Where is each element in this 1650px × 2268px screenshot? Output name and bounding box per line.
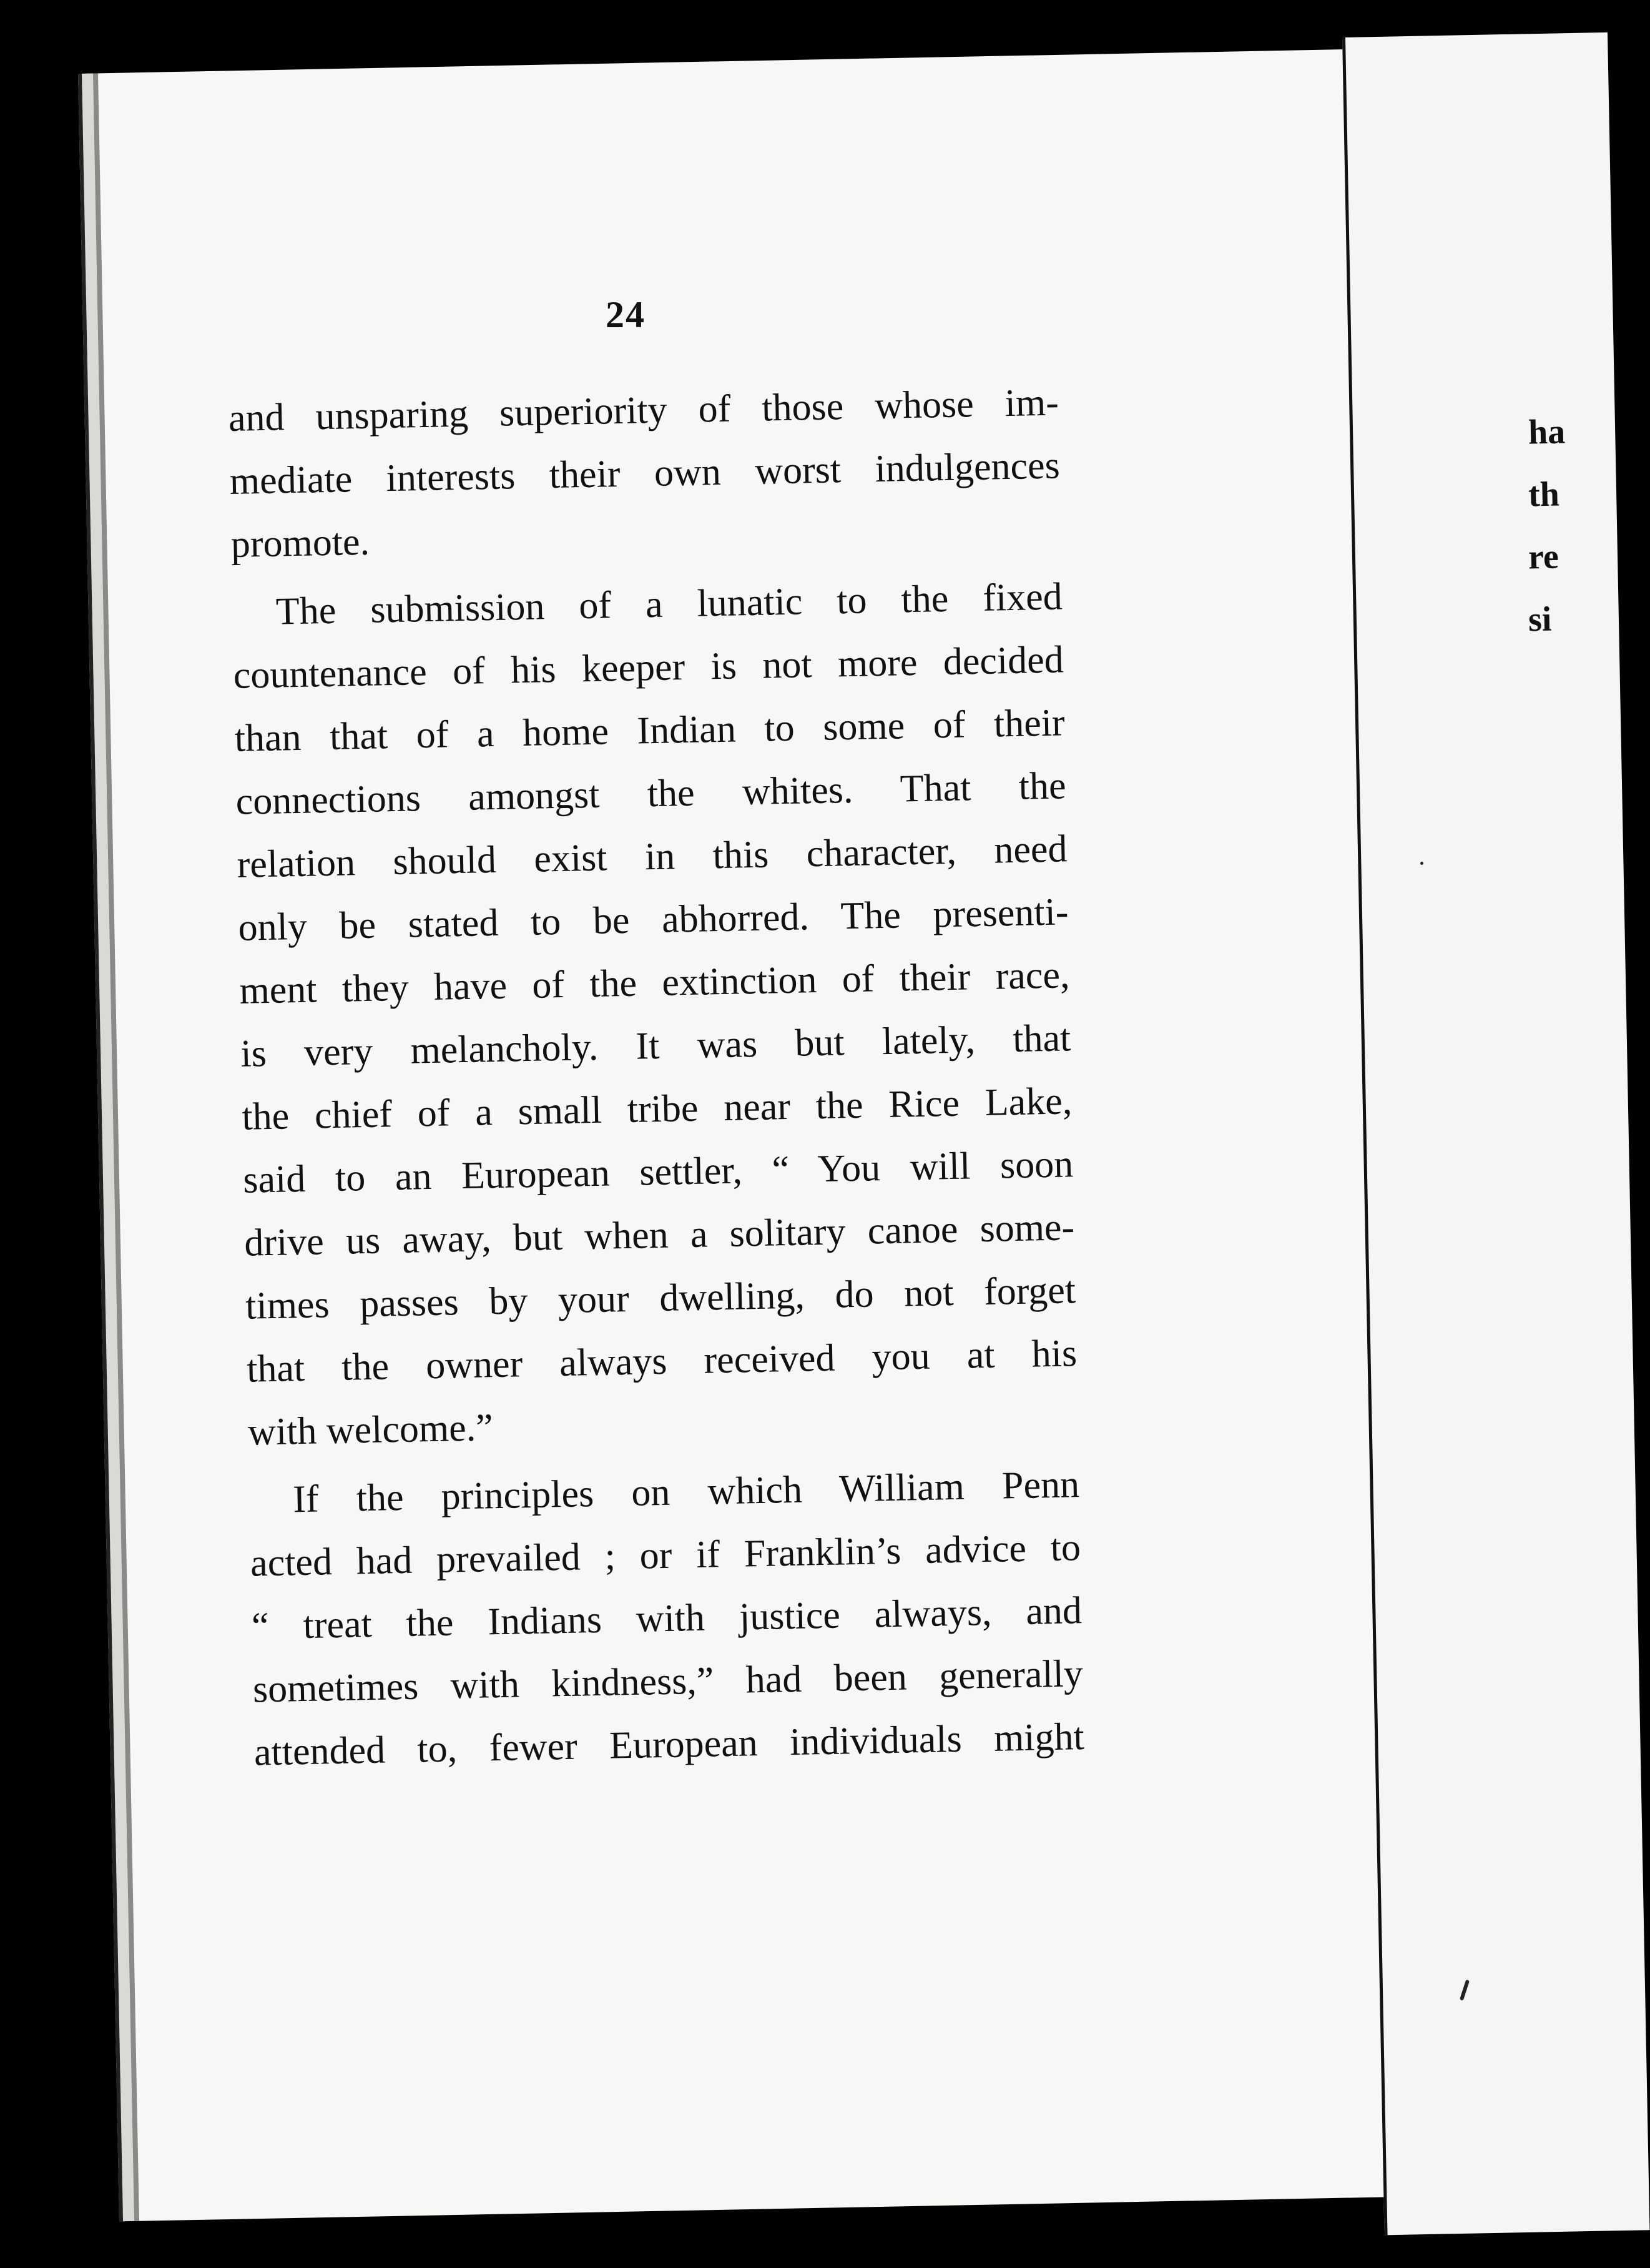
text-line: only be stated to be abhorred. The presenti- [237, 890, 1069, 949]
text-line: the chief of a small tribe near the Rice Lake, [241, 1080, 1073, 1138]
text-line: drive us away, but when a solitary canoe some- [243, 1206, 1075, 1265]
paragraph-2 [232, 565, 1079, 1464]
text-line: The submission of a lunatic to the fixed [275, 575, 1063, 633]
facing-page-fragment: re [1528, 537, 1559, 577]
text-line: and unsparing superiority of those whose im- [228, 381, 1059, 440]
ink-speck [1420, 862, 1423, 865]
text-line: than that of a home Indian to some of their [234, 701, 1066, 760]
facing-page-fragment: si [1528, 599, 1552, 639]
page-number: 24 [606, 294, 646, 335]
text-line: mediate interests their own worst indulgences [229, 444, 1061, 503]
text-line: times passes by your dwelling, do not forget [245, 1269, 1076, 1328]
text-line: that the owner always received you at his [246, 1332, 1078, 1391]
text-line: acted had prevailed ; or if Franklin’s advice to [250, 1526, 1081, 1585]
facing-page-fragment: ha [1528, 412, 1566, 452]
text-line: with welcome.” [247, 1406, 494, 1454]
text-line: “ treat the Indians with justice always, and [251, 1589, 1083, 1648]
facing-page-fragment: th [1528, 475, 1560, 515]
text-line: promote. [230, 520, 370, 566]
text-line: attended to, fewer European individuals might [253, 1715, 1085, 1774]
text-line: said to an European settler, “ You will soon [242, 1143, 1074, 1201]
right-page [1342, 32, 1649, 2236]
text-line: is very melancholy. It was but lately, that [240, 1017, 1071, 1075]
text-line: If the principles on which William Penn [292, 1463, 1080, 1521]
body-text [228, 371, 1085, 1784]
text-line: ment they have of the extinction of their race, [238, 954, 1070, 1012]
paragraph-3 [248, 1453, 1084, 1784]
text-line: countenance of his keeper is not more decided [233, 638, 1064, 697]
text-line: connections amongst the whites. That the [235, 764, 1067, 823]
paragraph-1 [228, 371, 1062, 576]
text-line: sometimes with kindness,” had been generally [252, 1652, 1084, 1711]
text-line: relation should exist in this character, need [237, 827, 1068, 886]
